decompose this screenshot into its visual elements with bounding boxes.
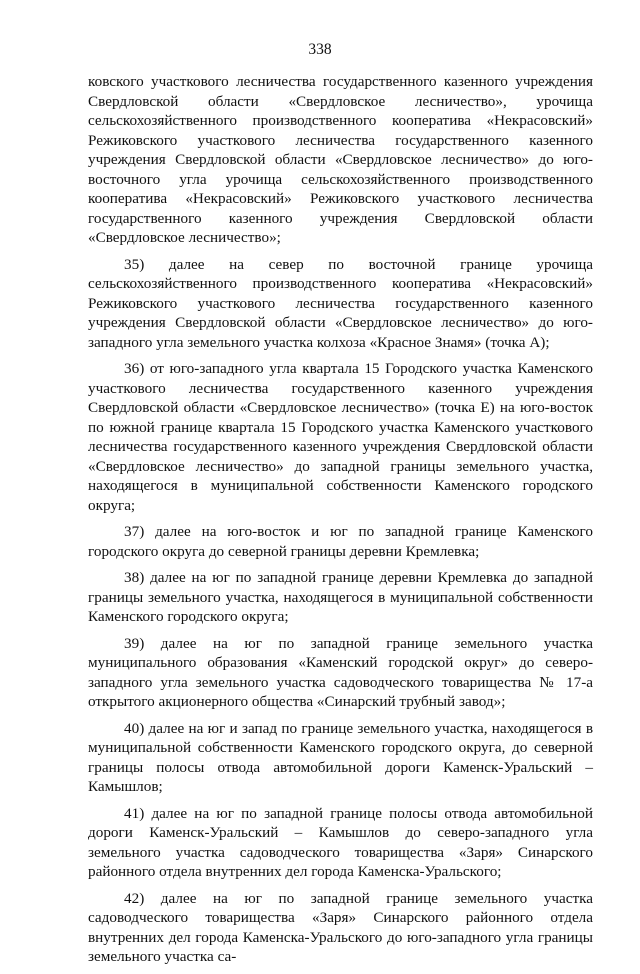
page-number: 338 [308,41,332,58]
document-body [88,72,593,974]
paragraph-item-41: 41) далее на юг по западной границе полосы отвода автомобильной дороги Каменск-Уральский – Камышлов до северо-западного угла земельного участка садоводческого товарищества «Заря» Синарского районного отдела внутренних дел города Каменска-Уральского; [88,804,593,880]
paragraph-item-35: 35) далее на север по восточной границе урочища сельскохозяйственного производственного кооператива «Некрасовский» Режиковского участкового лесничества государственного казенного учреждения Свердловской области «Свердловское лесничество» до юго-западного угла земельного участка колхоза «Красное Знамя» (точка А); [88,255,593,351]
paragraph-continuation: ковского участкового лесничества государственного казенного учреждения Свердловской области «Свердловское лесничество», урочища сельскохозяйственного производственного кооператива «Некрасовский» Режиковского участкового лесничества государственного казенного учреждения Свердловской области «Свердловское лесничество» до юго-восточного угла урочища сельскохозяйственного производственного кооператива «Некрасовский» Режиковского участкового лесничества государственного казенного учреждения Свердловской области «Свердловское лесничество»; [88,73,593,246]
paragraph-item-36: 36) от юго-западного угла квартала 15 Городского участка Каменского участкового лесничества государственного казенного учреждения Свердловской области «Свердловское лесничество» (точка Е) на юго-восток по южной границе квартала 15 Городского участка Каменского участкового лесничества государственного казенного учреждения Свердловской области «Свердловское лесничество» до западной границы земельного участка, находящегося в муниципальной собственности Каменского городского округа; [88,360,593,514]
paragraph-item-38: 38) далее на юг по западной границе деревни Кремлевка до западной границы земельного участка, находящегося в муниципальной собственности Каменского городского округа; [88,569,593,625]
paragraph-item-40: 40) далее на юг и запад по границе земельного участка, находящегося в муниципальной собственности Каменского городского округа, до северной границы полосы отвода автомобильной дороги Каменск-Уральский – Камышлов; [88,719,593,795]
paragraph-item-37: 37) далее на юго-восток и юг по западной границе Каменского городского округа до северной границы деревни Кремлевка; [88,523,593,560]
paragraph-item-39: 39) далее на юг по западной границе земельного участка муниципального образования «Каменский городской округ» до северо-западного угла земельного участка садоводческого товарищества № 17-а открытого акционерного общества «Синарский трубный завод»; [88,634,593,710]
paragraph-item-42: 42) далее на юг по западной границе земельного участка садоводческого товарищества «Заря» Синарского районного отдела внутренних дел города Каменска-Уральского до юго-западного угла границы земельного участка са- [88,889,593,965]
